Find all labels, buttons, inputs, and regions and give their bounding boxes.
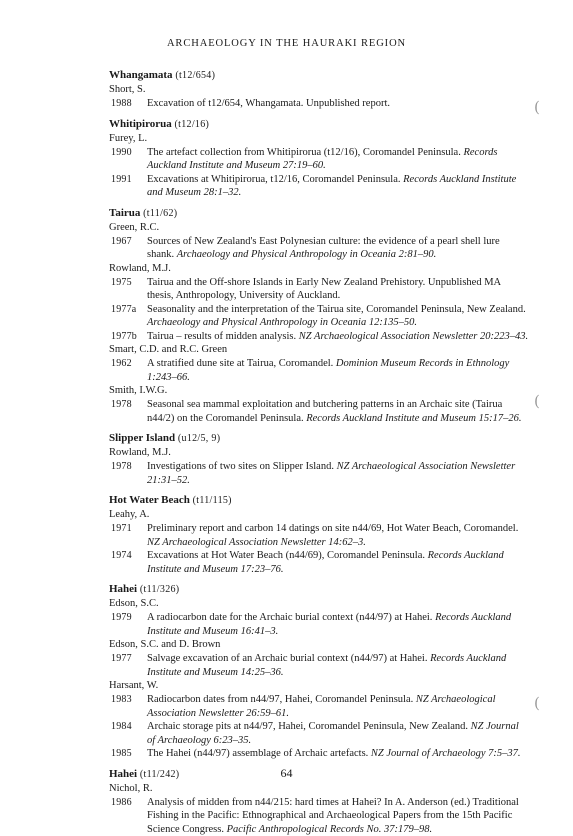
site-section (109, 431, 529, 487)
reference-journal: Records Auckland Institute and Museum 14:25–36. (147, 653, 506, 678)
reference-title: The Hahei (n44/97) assemblage of Archaic artefacts. (147, 748, 371, 759)
reference-title: The artefact collection from Whitipirorua (t12/16), Coromandel Peninsula. (147, 147, 463, 158)
reference-entry (109, 747, 529, 761)
reference-entry (109, 173, 529, 200)
reference-journal: Dominion Museum Records in Ethnology 1:243–66. (147, 358, 509, 383)
site-section (109, 582, 529, 761)
site-name: Slipper Island (109, 432, 175, 444)
reference-title: Radiocarbon dates from n44/97, Hahei, Coromandel Peninsula. (147, 694, 416, 705)
author-name: Rowland, M.J. (109, 262, 529, 276)
site-section (109, 117, 529, 200)
margin-mark: ( (534, 392, 540, 410)
reference-entry (109, 276, 529, 303)
reference-year: 1979 (109, 611, 147, 638)
reference-text (147, 611, 529, 638)
reference-year: 1988 (109, 97, 147, 111)
site-heading (109, 582, 529, 597)
author-name: Harsant, W. (109, 679, 529, 693)
reference-text (147, 720, 529, 747)
reference-title: Seasonal sea mammal exploitation and butchering patterns in an Archaic site (Tairua n44/2) on the Coromandel Peninsula. (147, 399, 502, 424)
reference-year: 1971 (109, 522, 147, 549)
reference-title: Investigations of two sites on Slipper Island. (147, 461, 337, 472)
reference-entry (109, 357, 529, 384)
reference-year: 1977b (109, 330, 147, 344)
reference-entry (109, 303, 529, 330)
reference-title: Archaic storage pits at n44/97, Hahei, Coromandel Peninsula, New Zealand. (147, 721, 471, 732)
reference-text (147, 303, 529, 330)
page-number: 64 (0, 766, 573, 781)
site-section (109, 493, 529, 576)
site-name: Whitipirorua (109, 118, 172, 130)
reference-year: 1990 (109, 146, 147, 173)
bibliography (109, 68, 529, 836)
reference-text (147, 146, 529, 173)
site-code: (u12/5, 9) (178, 433, 220, 444)
reference-entry (109, 97, 529, 111)
reference-journal: NZ Journal of Archaeology 6:23–35. (147, 721, 519, 746)
site-name: Whangamata (109, 69, 173, 81)
reference-year: 1977 (109, 652, 147, 679)
reference-journal: Records Auckland Institute and Museum 16:41–3. (147, 612, 511, 637)
reference-text (147, 330, 529, 344)
reference-year: 1985 (109, 747, 147, 761)
site-code: (t11/62) (143, 208, 177, 219)
reference-text (147, 460, 529, 487)
reference-title: Tairua and the Off-shore Islands in Early New Zealand Prehistory. Unpublished MA thesis, Anthropology, University of Auckland. (147, 277, 501, 302)
reference-text (147, 357, 529, 384)
reference-entry (109, 549, 529, 576)
reference-year: 1983 (109, 693, 147, 720)
site-name: Hahei (109, 768, 137, 780)
site-section (109, 206, 529, 426)
author-name: Rowland, M.J. (109, 446, 529, 460)
reference-text (147, 173, 529, 200)
author-name: Smith, I.W.G. (109, 384, 529, 398)
reference-year: 1974 (109, 549, 147, 576)
reference-entry (109, 460, 529, 487)
reference-entry (109, 693, 529, 720)
reference-journal: Archaeology and Physical Anthropology in Oceania 2:81–90. (177, 249, 436, 260)
reference-title: Preliminary report and carbon 14 datings on site n44/69, Hot Water Beach, Coromandel. (147, 523, 518, 534)
site-heading (109, 206, 529, 221)
reference-text (147, 276, 529, 303)
reference-title: A stratified dune site at Tairua, Coromandel. (147, 358, 336, 369)
author-name: Leahy, A. (109, 508, 529, 522)
reference-entry (109, 330, 529, 344)
reference-title: Tairua – results of midden analysis. (147, 331, 299, 342)
reference-title: Seasonality and the interpretation of the Tairua site, Coromandel Peninsula, New Zealand. (147, 304, 526, 315)
reference-journal: NZ Archaeological Association Newsletter 20:223–43. (299, 331, 528, 342)
author-name: Edson, S.C. (109, 597, 529, 611)
reference-year: 1986 (109, 796, 147, 836)
site-code: (t11/326) (140, 584, 180, 595)
reference-text (147, 652, 529, 679)
reference-journal: Records Auckland Institute and Museum 17:23–76. (147, 550, 504, 575)
author-name: Nichol, R. (109, 782, 529, 796)
author-name: Smart, C.D. and R.C. Green (109, 343, 529, 357)
reference-journal: Archaeology and Physical Anthropology in Oceania 12:135–50. (147, 317, 417, 328)
reference-journal: NZ Archaeological Association Newsletter 14:62–3. (147, 537, 366, 548)
reference-title: Analysis of midden from n44/215: hard times at Hahei? In A. Anderson (ed.) Traditional Fishing in the Pacific: Ethnographical and Archaeological Papers from the 15th Pacific Science Congress. (147, 797, 519, 835)
reference-year: 1978 (109, 460, 147, 487)
site-code: (t12/16) (175, 119, 210, 130)
reference-entry (109, 720, 529, 747)
reference-year: 1967 (109, 235, 147, 262)
reference-year: 1962 (109, 357, 147, 384)
reference-entry (109, 796, 529, 836)
reference-journal: NZ Archaeological Association Newsletter 21:31–52. (147, 461, 515, 486)
site-name: Hot Water Beach (109, 494, 190, 506)
reference-text (147, 235, 529, 262)
reference-text (147, 97, 529, 111)
author-name: Short, S. (109, 83, 529, 97)
reference-year: 1991 (109, 173, 147, 200)
reference-entry (109, 146, 529, 173)
reference-journal: Records Auckland Institute and Museum 28:1–32. (147, 174, 516, 199)
site-name: Tairua (109, 207, 140, 219)
site-name: Hahei (109, 583, 137, 595)
reference-title: Excavation of t12/654, Whangamata. Unpublished report. (147, 98, 390, 109)
site-heading (109, 493, 529, 508)
reference-journal: NZ Archaeological Association Newsletter 26:59–61. (147, 694, 495, 719)
reference-text (147, 796, 529, 836)
author-name: Furey, L. (109, 132, 529, 146)
reference-title: A radiocarbon date for the Archaic burial context (n44/97) at Hahei. (147, 612, 435, 623)
reference-entry (109, 611, 529, 638)
reference-year: 1975 (109, 276, 147, 303)
site-heading (109, 117, 529, 132)
reference-title: Salvage excavation of an Archaic burial context (n44/97) at Hahei. (147, 653, 430, 664)
site-heading (109, 68, 529, 83)
reference-text (147, 522, 529, 549)
site-heading (109, 431, 529, 446)
margin-mark: ( (534, 98, 540, 116)
reference-title: Sources of New Zealand's East Polynesian culture: the evidence of a pearl shell lure shank. (147, 236, 500, 261)
reference-text (147, 693, 529, 720)
reference-text (147, 398, 529, 425)
reference-entry (109, 522, 529, 549)
reference-journal: NZ Journal of Archaeology 7:5–37. (371, 748, 521, 759)
site-section (109, 68, 529, 111)
reference-entry (109, 398, 529, 425)
reference-title: Excavations at Whitipirorua, t12/16, Coromandel Peninsula. (147, 174, 403, 185)
author-name: Green, R.C. (109, 221, 529, 235)
reference-text (147, 747, 529, 761)
reference-year: 1984 (109, 720, 147, 747)
site-code: (t11/242) (140, 769, 180, 780)
reference-journal: Records Auckland Institute and Museum 27:19–60. (147, 147, 498, 172)
reference-title: Excavations at Hot Water Beach (n44/69), Coromandel Peninsula. (147, 550, 428, 561)
site-code: (t11/115) (193, 495, 232, 506)
running-header: ARCHAEOLOGY IN THE HAURAKI REGION (0, 38, 573, 49)
reference-journal: Pacific Anthropological Records No. 37:179–98. (227, 824, 433, 835)
reference-year: 1977a (109, 303, 147, 330)
reference-journal: Records Auckland Institute and Museum 15:17–26. (306, 413, 521, 424)
reference-entry (109, 652, 529, 679)
site-code: (t12/654) (175, 70, 215, 81)
author-name: Edson, S.C. and D. Brown (109, 638, 529, 652)
reference-entry (109, 235, 529, 262)
margin-mark: ( (534, 694, 540, 712)
reference-year: 1978 (109, 398, 147, 425)
reference-text (147, 549, 529, 576)
